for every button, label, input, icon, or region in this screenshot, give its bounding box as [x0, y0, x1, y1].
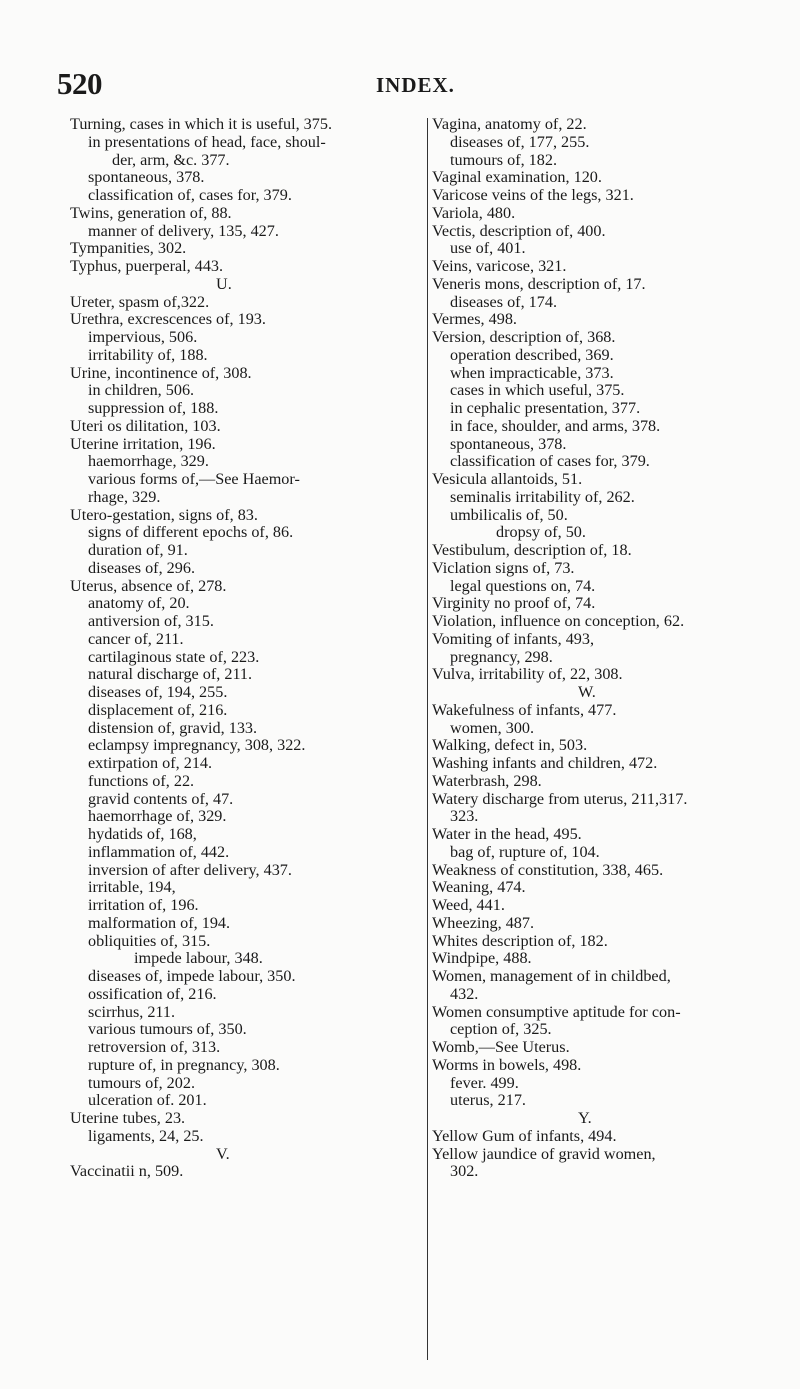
index-subentry: extirpation of, 214.	[88, 754, 213, 772]
index-subentry: eclampsy impregnancy, 308, 322.	[88, 736, 306, 755]
index-entry: Wheezing, 487.	[432, 913, 535, 932]
index-subentry: various tumours of, 350.	[88, 1020, 247, 1039]
index-subentry: 323.	[450, 807, 479, 826]
index-subentry: legal questions on, 74.	[450, 576, 596, 595]
index-subentry: duration of, 91.	[88, 541, 188, 559]
index-subentry: diseases of, 296.	[88, 558, 195, 577]
index-entry: Wakefulness of infants, 477.	[432, 700, 617, 719]
index-subentry: suppression of, 188.	[88, 399, 219, 417]
index-subentry: ossification of, 216.	[88, 984, 217, 1003]
index-subentry: tumours of, 182.	[450, 150, 558, 169]
index-subentry: rupture of, in pregnancy, 308.	[88, 1055, 280, 1074]
index-subentry: diseases of, impede labour, 350.	[88, 967, 296, 985]
index-entry: Urethra, excrescences of, 193.	[70, 310, 266, 329]
index-subentry: women, 300.	[450, 718, 535, 737]
index-column-right	[432, 116, 772, 1181]
index-entry: Whites description of, 182.	[432, 931, 608, 950]
index-entry: Varicose veins of the legs, 321.	[432, 186, 634, 204]
index-subentry: seminalis irritability of, 262.	[450, 487, 635, 506]
index-subentry: ception of, 325.	[450, 1020, 552, 1039]
index-entry: Veneris mons, description of, 17.	[432, 274, 646, 293]
index-entry: Waterbrash, 298.	[432, 771, 542, 790]
index-entry: Typhus, puerperal, 443.	[70, 257, 224, 275]
section-letter: Y.	[578, 1109, 592, 1127]
index-subentry: pregnancy, 298.	[450, 647, 553, 666]
index-subentry: inflammation of, 442.	[88, 842, 230, 861]
index-entry: Ureter, spasm of,322.	[70, 292, 210, 311]
index-subentry: classification of, cases for, 379.	[88, 186, 292, 204]
index-entry: Vomiting of infants, 493,	[432, 629, 595, 648]
index-subentry: haemorrhage, 329.	[88, 452, 209, 471]
index-entry: Uterine irritation, 196.	[70, 434, 216, 453]
index-entry: Vaccinatii n, 509.	[70, 1162, 184, 1181]
section-letter: W.	[578, 683, 596, 701]
index-entry: Weakness of constitution, 338, 465.	[432, 860, 664, 879]
index-subentry: diseases of, 194, 255.	[88, 683, 228, 701]
index-subentry: when impracticable, 373.	[450, 363, 614, 382]
index-subentry: fever. 499.	[450, 1073, 519, 1092]
index-entry: Vulva, irritability of, 22, 308.	[432, 665, 623, 684]
index-entry: Yellow Gum of infants, 494.	[432, 1126, 617, 1145]
index-entry: Vesicula allantoids, 51.	[432, 470, 583, 488]
index-subentry: tumours of, 202.	[88, 1073, 196, 1092]
index-subentry: spontaneous, 378.	[88, 168, 205, 187]
index-entry: Uteri os dilitation, 103.	[70, 416, 221, 435]
index-subentry: irritable, 194,	[88, 878, 176, 897]
index-subentry: inversion of after delivery, 437.	[88, 860, 292, 879]
index-subentry: diseases of, 174.	[450, 292, 557, 311]
index-entry: Women consumptive aptitude for con-	[432, 1002, 681, 1021]
index-subentry: retroversion of, 313.	[88, 1038, 221, 1056]
index-entry: Violation, influence on conception, 62.	[432, 612, 685, 630]
index-subentry: anatomy of, 20.	[88, 594, 190, 613]
index-subentry: distension of, gravid, 133.	[88, 718, 258, 737]
index-entry: Vermes, 498.	[432, 310, 517, 329]
column-divider	[427, 118, 428, 1360]
index-entry: Water in the head, 495.	[432, 825, 582, 843]
index-subentry: cancer of, 211.	[88, 629, 184, 648]
section-letter: V.	[216, 1144, 230, 1163]
page-number: 520	[57, 66, 102, 101]
index-subentry: ulceration of. 201.	[88, 1091, 207, 1110]
index-entry: Worms in bowels, 498.	[432, 1055, 582, 1074]
index-subentry: functions of, 22.	[88, 771, 195, 790]
index-entry: Weed, 441.	[432, 896, 505, 914]
index-entry: Yellow jaundice of gravid women,	[432, 1144, 656, 1163]
index-subentry: in face, shoulder, and arms, 378.	[450, 416, 661, 435]
index-entry: Veins, varicose, 321.	[432, 257, 567, 275]
index-subentry: diseases of, 177, 255.	[450, 132, 590, 151]
index-subentry: signs of different epochs of, 86.	[88, 523, 294, 542]
section-letter: U.	[216, 274, 232, 293]
index-subentry: scirrhus, 211.	[88, 1002, 176, 1021]
index-entry: Turning, cases in which it is useful, 375.	[70, 115, 332, 133]
index-entry: Vectis, description of, 400.	[432, 221, 606, 240]
index-entry: Uterine tubes, 23.	[70, 1109, 186, 1127]
index-subentry: antiversion of, 315.	[88, 612, 214, 630]
index-entry: Version, description of, 368.	[432, 328, 616, 346]
index-entry: Variola, 480.	[432, 203, 516, 222]
index-subentry: irritation of, 196.	[88, 896, 199, 914]
index-subentry: impervious, 506.	[88, 328, 198, 346]
index-entry: Vagina, anatomy of, 22.	[432, 115, 587, 133]
index-subentry: use of, 401.	[450, 239, 526, 258]
index-subentry: irritability of, 188.	[88, 345, 208, 364]
index-subentry: dropsy of, 50.	[496, 523, 586, 542]
index-entry: Uterus, absence of, 278.	[70, 576, 227, 595]
index-subentry: 302.	[450, 1162, 479, 1181]
index-entry: Virginity no proof of, 74.	[432, 594, 596, 613]
index-subentry: gravid contents of, 47.	[88, 789, 234, 808]
index-subentry: 432.	[450, 984, 479, 1003]
index-entry: Women, management of in childbed,	[432, 967, 671, 985]
page-title: INDEX.	[376, 73, 455, 97]
index-entry: Weaning, 474.	[432, 878, 526, 897]
index-subentry: various forms of,—See Haemor-	[88, 470, 300, 488]
index-subentry: uterus, 217.	[450, 1091, 526, 1110]
index-subentry: obliquities of, 315.	[88, 931, 211, 950]
index-subentry: rhage, 329.	[88, 487, 161, 506]
index-subentry: in children, 506.	[88, 381, 195, 400]
index-entry: Utero-gestation, signs of, 83.	[70, 505, 258, 524]
index-entry: Watery discharge from uterus, 211,317.	[432, 789, 688, 808]
index-entry: Womb,—See Uterus.	[432, 1038, 570, 1056]
index-subentry: classification of cases for, 379.	[450, 452, 650, 471]
index-subentry: bag of, rupture of, 104.	[450, 842, 600, 861]
index-subentry: hydatids of, 168,	[88, 825, 197, 843]
index-entry: Windpipe, 488.	[432, 949, 532, 968]
index-subentry: spontaneous, 378.	[450, 434, 567, 453]
index-subentry: cartilaginous state of, 223.	[88, 647, 260, 666]
index-subentry: manner of delivery, 135, 427.	[88, 221, 279, 240]
index-subentry: displacement of, 216.	[88, 700, 228, 719]
index-subentry: impede labour, 348.	[134, 949, 263, 968]
index-entry: Tympanities, 302.	[70, 239, 187, 258]
index-subentry: haemorrhage of, 329.	[88, 807, 227, 826]
index-subentry: der, arm, &c. 377.	[112, 150, 230, 169]
index-subentry: in presentations of head, face, shoul-	[88, 132, 326, 151]
index-entry: Vaginal examination, 120.	[432, 168, 602, 187]
index-subentry: operation described, 369.	[450, 345, 614, 364]
index-subentry: malformation of, 194.	[88, 913, 231, 932]
index-column-left	[70, 116, 426, 1181]
index-entry: Twins, generation of, 88.	[70, 203, 232, 222]
index-subentry: cases in which useful, 375.	[450, 381, 625, 400]
index-subentry: natural discharge of, 211.	[88, 665, 253, 684]
index-entry: Washing infants and children, 472.	[432, 754, 658, 772]
index-entry: Vestibulum, description of, 18.	[432, 541, 632, 559]
index-subentry: ligaments, 24, 25.	[88, 1126, 204, 1145]
index-entry: Walking, defect in, 503.	[432, 736, 588, 755]
index-subentry: in cephalic presentation, 377.	[450, 399, 641, 417]
index-subentry: umbilicalis of, 50.	[450, 505, 568, 524]
index-entry: Urine, incontinence of, 308.	[70, 363, 252, 382]
index-entry: Viclation signs of, 73.	[432, 558, 575, 577]
